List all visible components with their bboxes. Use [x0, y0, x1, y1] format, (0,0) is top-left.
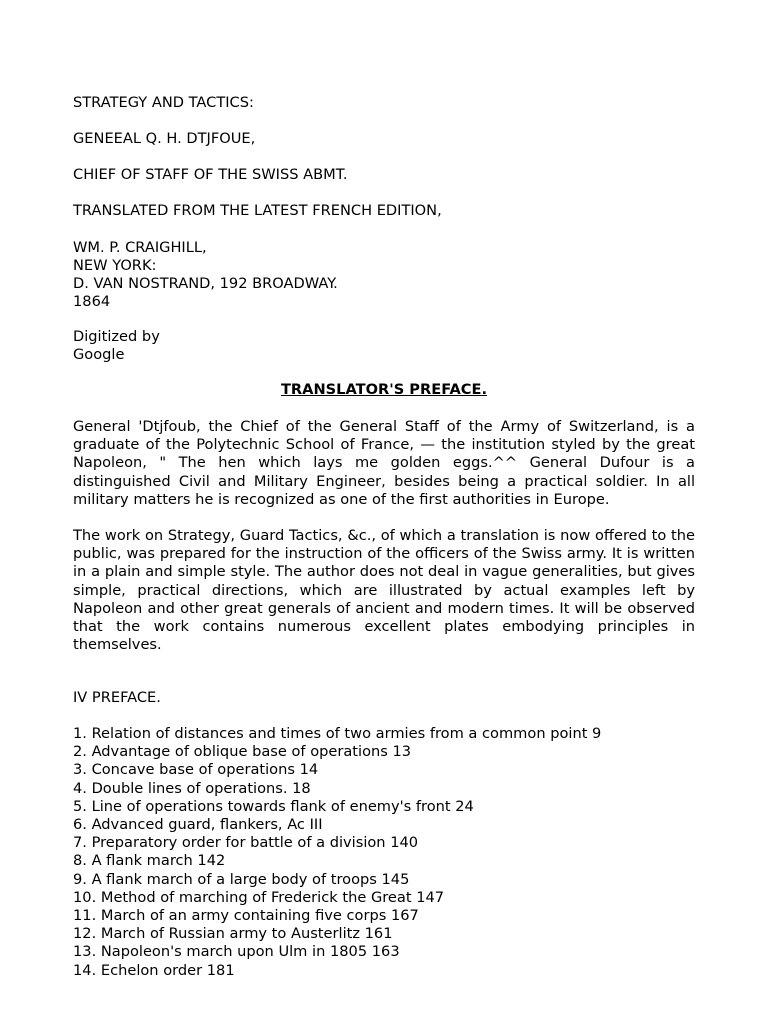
- year-line: 1864: [73, 293, 111, 310]
- title-line: STRATEGY AND TACTICS:: [73, 94, 254, 111]
- section-label: IV PREFACE.: [73, 689, 161, 706]
- list-item: 13. Napoleon's march upon Ulm in 1805 163: [73, 943, 400, 961]
- list-item: 10. Method of marching of Frederick the Great 147: [73, 888, 445, 906]
- preface-paragraph-1: General 'Dtjfoub, the Chief of the General Staff of the Army of Switzerland, is a graduate of the Polytechnic School of France, — the institution styled by the great Napoleon, " The hen which lays me golden eggs.^^ General Dufour is a distinguished Civil and Military Engineer, besides being a practical soldier. In all military matters he is recognized as one of the first authorities in Europe.: [73, 418, 695, 508]
- preface-heading: TRANSLATOR'S PREFACE.: [280, 381, 488, 398]
- list-item: 4. Double lines of operations. 18: [73, 779, 311, 797]
- digitized-line: Digitized by: [73, 328, 160, 345]
- translation-note-line: TRANSLATED FROM THE LATEST FRENCH EDITION,: [73, 202, 442, 219]
- publisher-line: D. VAN NOSTRAND, 192 BROADWAY.: [73, 275, 338, 292]
- list-item: 3. Concave base of operations 14: [73, 761, 319, 779]
- list-item: 9. A flank march of a large body of troops 145: [73, 870, 410, 888]
- list-item: 1. Relation of distances and times of two armies from a common point 9: [73, 725, 602, 742]
- plates-list: [73, 725, 601, 980]
- list-item: 7. Preparatory order for battle of a division 140: [73, 834, 419, 852]
- list-item: 14. Echelon order 181: [73, 961, 235, 979]
- list-item: 2. Advantage of oblique base of operations 13: [73, 743, 412, 761]
- list-item: 6. Advanced guard, flankers, Ac III: [73, 816, 323, 834]
- author-line: GENEEAL Q. H. DTJFOUE,: [73, 130, 256, 147]
- translator-line: WM. P. CRAIGHILL,: [73, 239, 207, 256]
- author-role-line: CHIEF OF STAFF OF THE SWISS ABMT.: [73, 166, 348, 183]
- digitizer-line: Google: [73, 346, 125, 363]
- preface-paragraph-2: The work on Strategy, Guard Tactics, &c., of which a translation is now offered to the public, was prepared for the instruction of the officers of the Swiss army. It is written in a plain and simple style. The author does not deal in vague generalities, but gives simple, practical directions, which are illustrated by actual examples left by Napoleon and other great generals of ancient and modern times. It will be observed that the work contains numerous excellent plates embodying principles in themselves.: [73, 527, 695, 654]
- list-item: 12. March of Russian army to Austerlitz 161: [73, 925, 393, 943]
- publisher-city-line: NEW YORK:: [73, 257, 157, 274]
- list-item: 8. A flank march 142: [73, 852, 226, 870]
- list-item: 5. Line of operations towards flank of enemy's front 24: [73, 797, 474, 815]
- list-item: 11. March of an army containing five corps 167: [73, 907, 419, 925]
